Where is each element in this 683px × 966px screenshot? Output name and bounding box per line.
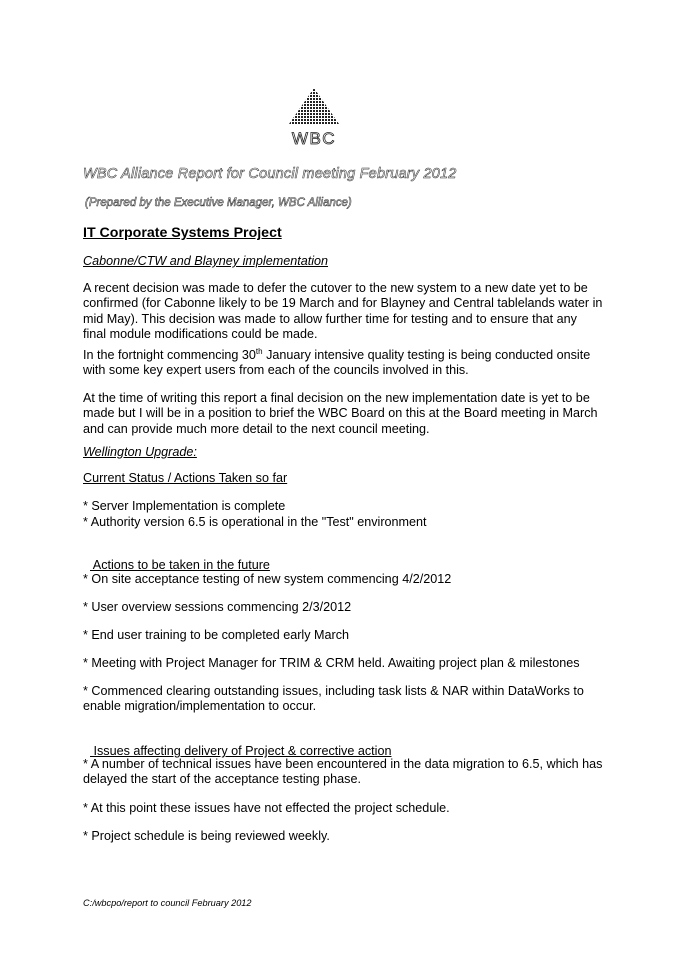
footer-path: C:/wbcpo/report to council February 2012 <box>83 898 252 908</box>
action-item: * End user training to be completed early March <box>83 628 350 642</box>
issues-heading <box>83 729 603 760</box>
action-item: * User overview sessions commencing 2/3/2012 <box>83 600 352 614</box>
subheading-wellington-text: Wellington Upgrade: <box>83 445 197 459</box>
paragraph-decision: A recent decision was made to defer the cutover to the new system to a new date yet to be confirmed (for Cabonne likely to be 19 March and for Blayney and Central tablelands water in mid May). This decision was made to allow further time for testing and to ensure that any final module modifications could be made. <box>83 281 603 341</box>
para2-rest: January intensive quality testing is being conducted onsite with some key expert users from each of the councils involved in this. <box>83 348 591 378</box>
subheading-cabonne-text: Cabonne/CTW and Blayney implementation <box>83 254 329 268</box>
action-item: * Meeting with Project Manager for TRIM & CRM held. Awaiting project plan & milestones <box>83 656 580 670</box>
subheading-wellington <box>83 445 603 460</box>
status-item: * Server Implementation is complete <box>83 499 286 513</box>
subheading-cabonne <box>83 254 603 269</box>
issue-item: * At this point these issues have not effected the project schedule. <box>83 801 450 815</box>
actions-heading <box>83 543 603 574</box>
issues-heading-text: Issues affecting delivery of Project & corrective action <box>90 744 392 759</box>
section-heading-text: IT Corporate Systems Project <box>83 225 282 241</box>
action-item: * On site acceptance testing of new system commencing 4/2/2012 <box>83 572 452 586</box>
issue-item: * A number of technical issues have been encountered in the data migration to 6.5, which has delayed the start of the acceptance testing phase. <box>83 757 603 787</box>
report-title: WBC Alliance Report for Council meeting February 2012 <box>83 166 457 182</box>
wbc-logo <box>286 86 342 148</box>
paragraph-final-decision: At the time of writing this report a final decision on the new implementation date is yet to be made but I will be in a position to brief the WBC Board on this at the Board meeting in March and can provide much more detail to the next council meeting. <box>83 391 598 436</box>
status-item: * Authority version 6.5 is operational in the "Test" environment <box>83 515 427 529</box>
status-heading-text: Current Status / Actions Taken so far <box>83 471 288 485</box>
actions-heading-text: Actions to be taken in the future <box>90 558 270 573</box>
section-heading <box>83 226 603 241</box>
action-item: * Commenced clearing outstanding issues, including task lists & NAR within DataWorks to enable migration/implementation to occur. <box>83 684 584 714</box>
para2-prefix: In the fortnight commencing 30 <box>83 348 256 362</box>
logo-text: WBC <box>291 129 337 148</box>
issue-item: * Project schedule is being reviewed weekly. <box>83 829 330 843</box>
para2-sup: th <box>255 347 263 356</box>
paragraph-testing <box>83 348 603 379</box>
status-heading <box>83 471 603 486</box>
prepared-by: (Prepared by the Executive Manager, WBC Alliance) <box>85 197 352 209</box>
